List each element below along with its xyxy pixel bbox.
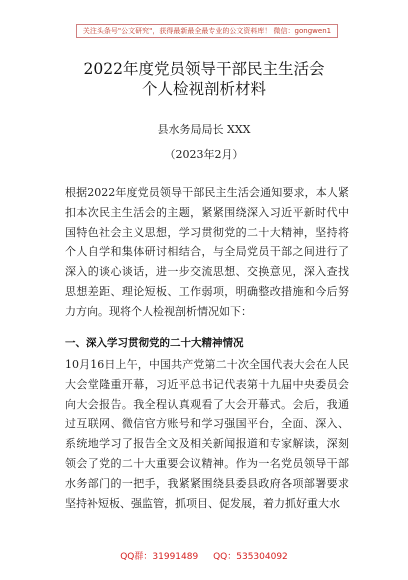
document-title-line1: 2022年度党员领导干部民主生活会 (83, 60, 325, 78)
footer-qq: QQ：535304092 (213, 552, 288, 562)
document-title-line2: 个人检视剖析材料 (141, 80, 266, 98)
section-heading: 一、深入学习贯彻党的二十大精神情况 (65, 337, 244, 349)
document-author: 县水务局局长 XXX (157, 123, 251, 136)
promo-banner (76, 24, 338, 38)
footer-contact (0, 549, 408, 562)
intro-paragraph: 根据2022年度党员领导干部民主生活会通知要求，本人紧扣本次民主生活会的主题，紧紧围绕深入习近平新时代中国特色社会主义思想，学习贯彻党的二十大精神，坚持将个人自学和集体研讨相结合，与全局党员干部之间进行了深入的谈心谈话，进一步交流思想、交换意见，深入查找思想差距、理论短板、工作弱项，明确整改措施和今后努力方向。现将个人检视剖析情况如下： (65, 186, 349, 318)
footer-qq-group: QQ群：31991489 (120, 552, 199, 562)
promo-banner-text: 关注头条号"公文研究"，获得最新最全最专业的公文资料库！ 微信：gongwen1 (82, 27, 332, 35)
section-paragraph: 10月16日上午，中国共产党第二十次全国代表大会在人民大会堂隆重开幕，习近平总书记代表第十九届中央委员会向大会报告。我全程认真观看了大会开幕式。会后，我通过互联网、微信官方账号和学习强国平台，全面、深入、系统地学习了报告全文及相关新闻报道和专家解读，深刻领会了党的二十大重要会议精神。作为一名党员领导干部水务部门的一把手，我紧紧围绕县委县政府各项部署要求坚持补短板、强监管，抓项目、促发展，着力抓好重大水 (65, 358, 349, 510)
document-date: （2023年2月） (164, 148, 244, 161)
